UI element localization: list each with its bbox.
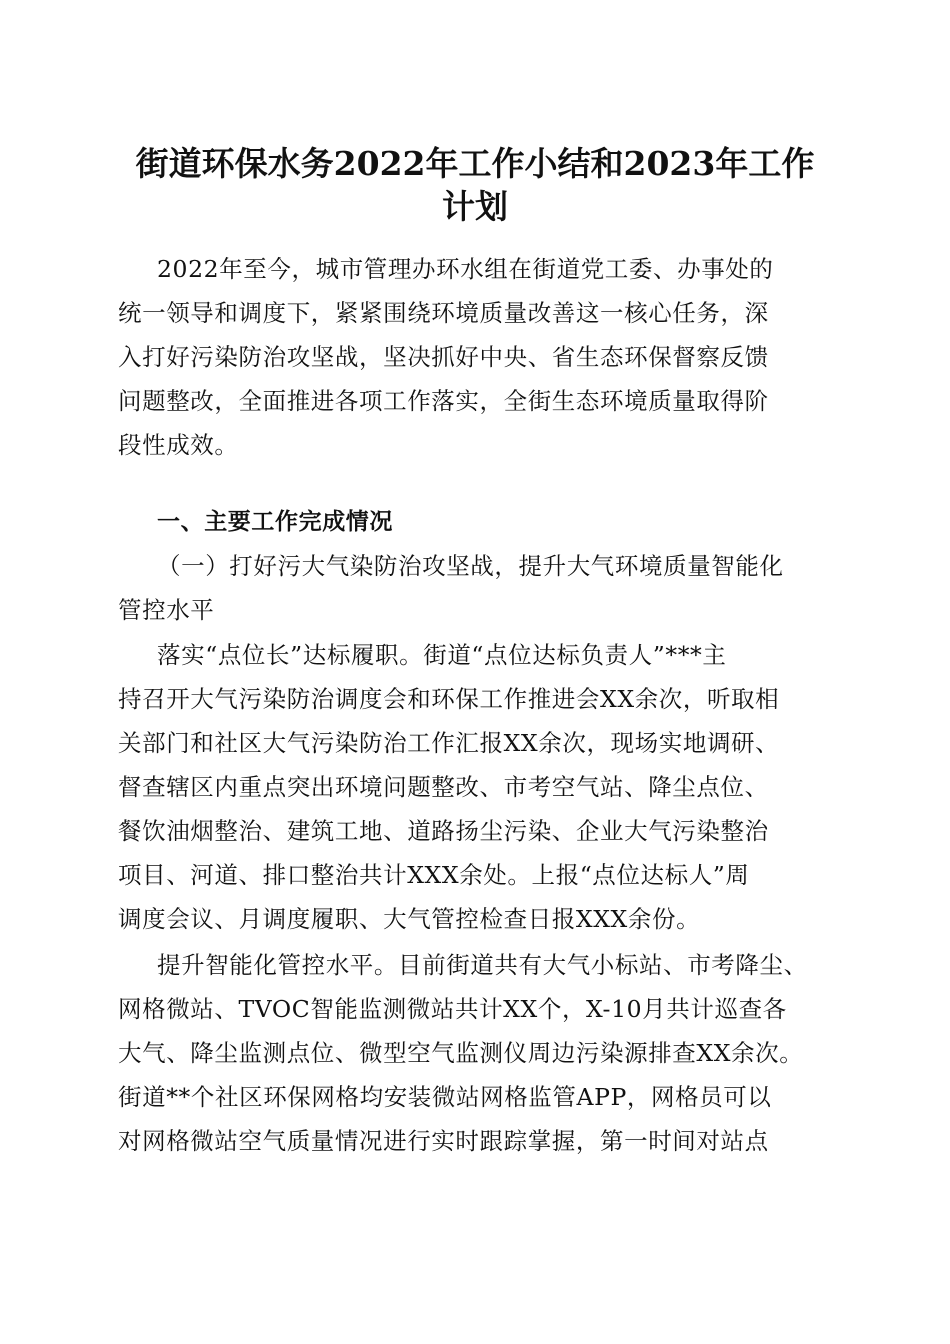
body-paragraph-line: 提升智能化管控水平。目前街道共有大气小标站、市考降尘、 xyxy=(157,951,808,979)
body-paragraph-line: 网格微站、TVOC智能监测微站共计XX个，X-10月共计巡查各 xyxy=(118,995,787,1023)
document-title-line-2: 计划 xyxy=(442,187,508,226)
document-title-line-1: 街道环保水务2022年工作小结和2023年工作 xyxy=(135,144,815,183)
intro-paragraph-line: 统一领导和调度下，紧紧围绕环境质量改善这一核心任务，深 xyxy=(118,299,769,327)
body-paragraph-line: 调度会议、月调度履职、大气管控检查日报XXX余份。 xyxy=(118,905,701,933)
body-paragraph-line: 街道**个社区环保网格均安装微站网格监管APP，网格员可以 xyxy=(118,1083,772,1111)
body-paragraph-line: 督查辖区内重点突出环境问题整改、市考空气站、降尘点位、 xyxy=(118,773,769,801)
intro-paragraph-line: 2022年至今，城市管理办环水组在街道党工委、办事处的 xyxy=(157,255,774,283)
body-paragraph-line: 落实“点位长”达标履职。街道“点位达标负责人”***主 xyxy=(157,641,727,669)
intro-paragraph-line: 段性成效。 xyxy=(118,431,239,459)
body-paragraph-line: 项目、河道、排口整治共计XXX余处。上报“点位达标人”周 xyxy=(118,861,750,889)
subsection-heading-line: （一）打好污大气染防治攻坚战，提升大气环境质量智能化 xyxy=(157,552,784,580)
section-heading: 一、主要工作完成情况 xyxy=(157,509,393,535)
subsection-heading-line: 管控水平 xyxy=(118,596,215,624)
body-paragraph-line: 持召开大气污染防治调度会和环保工作推进会XX余次，听取相 xyxy=(118,685,780,713)
intro-paragraph-line: 入打好污染防治攻坚战，坚决抓好中央、省生态环保督察反馈 xyxy=(118,343,769,371)
body-paragraph-line: 餐饮油烟整治、建筑工地、道路扬尘污染、企业大气污染整治 xyxy=(118,817,769,845)
body-paragraph-line: 大气、降尘监测点位、微型空气监测仪周边污染源排查XX余次。 xyxy=(118,1039,804,1067)
body-paragraph-line: 关部门和社区大气污染防治工作汇报XX余次，现场实地调研、 xyxy=(118,729,780,757)
intro-paragraph-line: 问题整改，全面推进各项工作落实，全街生态环境质量取得阶 xyxy=(118,387,769,415)
body-paragraph-line: 对网格微站空气质量情况进行实时跟踪掌握，第一时间对站点 xyxy=(118,1127,769,1155)
